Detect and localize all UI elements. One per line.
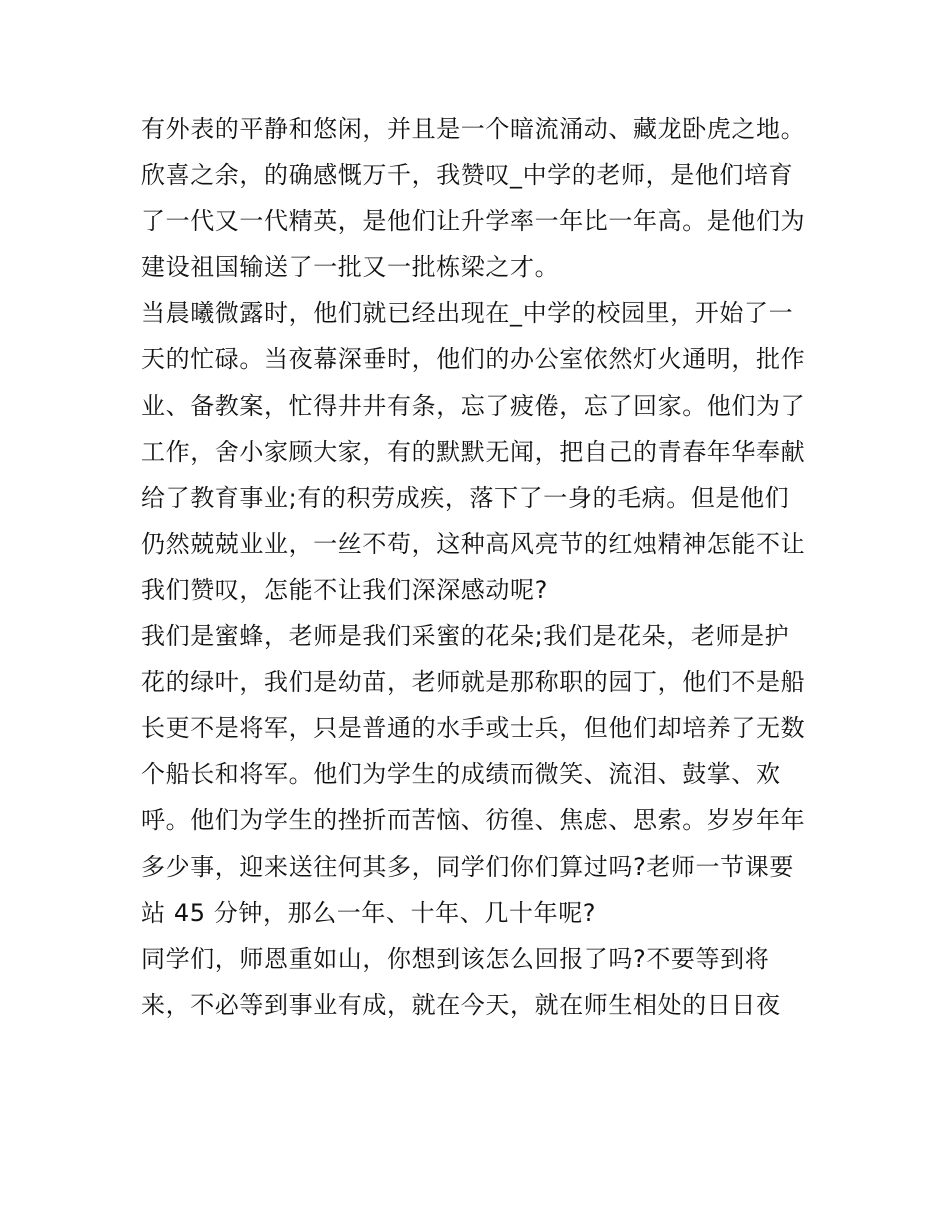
text-line: 业、备教案，忙得井井有条，忘了疲倦，忘了回家。他们为了 <box>141 391 806 420</box>
text-line: 我们赞叹，怎能不让我们深深感动呢? <box>141 575 548 604</box>
text-line: 来，不必等到事业有成，就在今天，就在师生相处的日日夜 <box>141 990 781 1019</box>
text-line: 天的忙碌。当夜幕深垂时，他们的办公室依然灯火通明，批作 <box>141 345 806 374</box>
text-line: 仍然兢兢业业，一丝不苟，这种高风亮节的红烛精神怎能不让 <box>141 529 806 558</box>
text-line: 长更不是将军，只是普通的水手或士兵，但他们却培养了无数 <box>141 714 806 743</box>
text-line: 工作，舍小家顾大家，有的默默无闻，把自己的青春年华奉献 <box>141 437 806 466</box>
text-line: 我们是蜜蜂，老师是我们采蜜的花朵;我们是花朵，老师是护 <box>141 622 790 651</box>
text-line: 有外表的平静和悠闲，并且是一个暗流涌动、藏龙卧虎之地。 <box>141 115 806 143</box>
text-line: 呼。他们为学生的挫折而苦恼、彷徨、焦虑、思索。岁岁年年 <box>141 806 806 835</box>
text-line: 站 45 分钟，那么一年、十年、几十年呢? <box>141 898 597 927</box>
text-line: 欣喜之余，的确感慨万千，我赞叹_中学的老师，是他们培育 <box>141 161 794 190</box>
text-line: 个船长和将军。他们为学生的成绩而微笑、流泪、鼓掌、欢 <box>141 760 781 789</box>
text-line: 花的绿叶，我们是幼苗，老师就是那称职的园丁，他们不是船 <box>141 668 806 697</box>
body-text <box>141 106 821 1028</box>
text-line: 了一代又一代精英，是他们让升学率一年比一年高。是他们为 <box>141 207 806 236</box>
text-line: 给了教育事业;有的积劳成疾，落下了一身的毛病。但是他们 <box>141 483 790 512</box>
text-line: 建设祖国输送了一批又一批栋梁之才。 <box>141 253 560 282</box>
text-line: 同学们，师恩重如山，你想到该怎么回报了吗?不要等到将 <box>141 944 770 973</box>
text-line: 当晨曦微露时，他们就已经出现在_中学的校园里，开始了一 <box>141 299 794 328</box>
text-line: 多少事，迎来送往何其多，同学们你们算过吗?老师一节课要 <box>141 852 794 881</box>
